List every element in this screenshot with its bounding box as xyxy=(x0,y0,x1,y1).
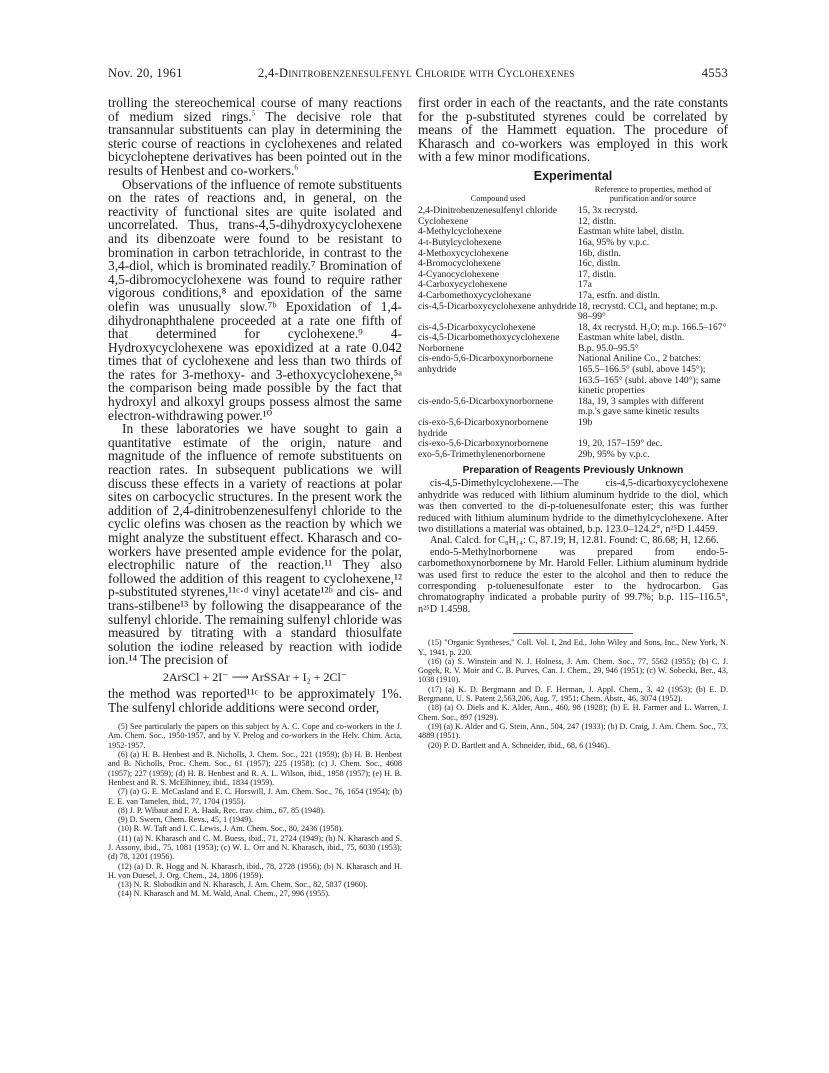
reference-cell: 19, 20, 157–159° dec. xyxy=(578,438,663,450)
reference-cell: Eastman white label, distln. xyxy=(578,332,685,344)
footnote-ref: 6 xyxy=(294,163,298,172)
compound-cell: cis-endo-5,6-Dicarboxynorbornene xyxy=(418,395,554,407)
footnote: (16) (a) S. Winstein and N. J. Holness, J. Am. Chem. Soc., 77, 5562 (1955); (b) C. J. Gogek, R. V. Moir and C. B. Purves, Can. J. Chem., 29, 946 (1951); (c) W. Sobecki, Ber., 43, 1038 (1910). xyxy=(418,656,728,685)
paragraph: Anal. Calcd. for C₈H₁₄: C, 87.19; H, 12.81. Found: C, 86.68; H, 12.66. xyxy=(430,535,719,547)
reference-cell: 17a, estfn. and distln. xyxy=(578,289,661,301)
compound-cell: cis-4,5-Dicarboxycyclohexene anhydride xyxy=(418,300,577,312)
reference-cell: Eastman white label, distln. xyxy=(578,226,685,238)
compounds-table xyxy=(418,186,728,460)
footnote: (14) N. Kharasch and M. M. Wald, Anal. Chem., 27, 996 (1955). xyxy=(118,889,331,899)
paragraph xyxy=(108,96,402,178)
compound-cell: 4-Carbomethoxycyclohexane xyxy=(418,289,531,301)
table-row xyxy=(418,333,728,344)
reference-cell: 18a, 19, 3 samples with different m.p.'s gave same kinetic results xyxy=(578,395,704,418)
table-row xyxy=(418,291,728,302)
compound-cell: cis-4,5-Dicarboxycyclohexene xyxy=(418,321,536,333)
paragraph: first order in each of the reactants, and the rate constants for the p-substituted styrenes could be correlated by means of the Hammett equation. The procedure of Kharasch and co-workers was employed in this work with a few minor modifications. xyxy=(418,95,728,165)
paragraph: endo-5-Methylnorbornene was prepared from endo-5-carbomethoxynorbornene by Mr. Harold Feller. Lithium aluminum hydride was used first to reduce the ester to the alcohol and then to reduce the corresponding p-toluenesulfonate ester to the hydrocarbon. Gas chromatography indicated a probable purity of 99.7%; b.p. 115–116.5°, n²⁵D 1.4598. xyxy=(418,546,728,615)
paragraph: the method was reported¹¹ᶜ to be approximately 1%. The sulfenyl chloride additions were second order, xyxy=(108,685,402,715)
running-title: 2,4-Dinitrobenzenesulfenyl Chloride with Cyclohexenes xyxy=(258,66,575,80)
footnote: (18) (a) O. Diels and K. Alder, Ann., 460, 98 (1928); (b) E. H. Farmer and L. Warren, J. Chem. Soc., 897 (1929). xyxy=(418,703,728,722)
reference-cell: 16a, 95% by v.p.c. xyxy=(578,236,650,248)
compound-cell: Norbornene xyxy=(418,342,464,354)
footnote-rule xyxy=(513,633,633,634)
page-number: 4553 xyxy=(701,66,728,80)
footnote: (12) (a) D. R. Hogg and N. Kharasch, ibid., 78, 2728 (1956); (b) N. Kharasch and H. H. von Duesel, J. Org. Chem., 24, 1806 (1959). xyxy=(108,861,402,880)
text-span: trolling the stereochemical course of many reactions of medium sized rings. xyxy=(108,95,402,124)
reference-cell: 19b xyxy=(578,417,593,429)
compound-cell: 4-Methoxycyclohexene xyxy=(418,247,509,259)
running-header xyxy=(108,66,728,84)
text-span: The decisive role that transannular substituents can play in determining the steric course of reactions in cyclohexenes and related bicycloheptene derivatives has been pointed out in the results of Henbest and co-workers. xyxy=(108,108,402,178)
table-header-row xyxy=(418,186,728,206)
footnote: (7) (a) G. E. McCasland and E. C. Horswill, J. Am. Chem. Soc., 76, 1654 (1954); (b) E. E. van Tamelen, ibid., 77, 1704 (1955). xyxy=(108,787,402,806)
table-row xyxy=(418,302,728,323)
footnote: (17) (a) K. D. Bergmann and D. F. Herman, J. Appl. Chem., 3, 42 (1953); (b) E. D. Bergmann, U. S. Patent 2,563,206, Aug. 7, 1951; Chem. Abstr., 46, 3074 (1952). xyxy=(418,684,728,704)
footnote: (10) R. W. Taft and I. C. Lewis, J. Am. Chem. Soc., 80, 2436 (1958). xyxy=(118,824,344,834)
footnotes-left xyxy=(108,722,402,899)
compound-cell: 4-Carboxycyclohexene xyxy=(418,279,507,291)
compound-cell: 4-Bromocyclohexene xyxy=(418,258,501,270)
footnote: (13) N. R. Slobodkin and N. Kharasch, J. Am. Chem. Soc., 82, 5837 (1960). xyxy=(118,880,368,890)
compound-cell: Cyclohexene xyxy=(418,215,469,227)
table-row xyxy=(418,418,728,439)
reference-cell: 17, distln. xyxy=(578,268,617,280)
compound-cell: cis-4,5-Dicarbomethoxycyclohexene xyxy=(418,332,560,344)
compound-cell: cis-exo-5,6-Dicarboxynorbornene hydride xyxy=(418,417,549,439)
reference-cell: 16c, distln. xyxy=(578,258,621,270)
table-row xyxy=(418,450,728,461)
subsection-title: Preparation of Reagents Previously Unknown xyxy=(462,465,684,477)
paragraph: cis-4,5-Dimethylcyclohexene.—The cis-4,5-dicarboxycyclohexene anhydride was reduced with lithium aluminum hydride to the diol, which was then converted to the di-p-toluenesulfonate ester; this was further reduced with lithium aluminum hydride to the dimethylcyclohexene. After two distillations a material was obtained, b.p. 123.0–124.2°, n²⁵D 1.4459. xyxy=(418,478,728,536)
footnote: (6) (a) H. B. Henbest and B. Nicholls, J. Chem. Soc., 221 (1959); (b) H. B. Henbest and B. Nicholls, Proc. Chem. Soc., 61 (1957); 225 (1958); (c) J. Chem. Soc., 4608 (1957); 227 (1959); (d) H. B. Henbest and R. A. L. Wilson, ibid., 1958 (1957); (e) H. B. Henbest and R. S. McElhinney, ibid., 1834 (1959). xyxy=(108,750,402,787)
reference-cell: 12, distln. xyxy=(578,215,617,227)
footnote: (20) P. D. Bartlett and A. Schneider, ibid., 68, 6 (1946). xyxy=(428,740,610,750)
reference-cell: 15, 3x recrystd. xyxy=(578,205,638,217)
footnote: (8) J. P. Wibaut and F. A. Haak, Rec. trav. chim., 67, 85 (1948). xyxy=(118,805,326,815)
compound-cell: 4-t-Butylcyclohexene xyxy=(418,236,502,248)
footnote: (15) "Organic Syntheses," Coll. Vol. I, 2nd Ed., John Wiley and Sons, Inc., New York, N. Y., 1941, p. 220. xyxy=(418,638,728,657)
reference-cell: 18, 4x recrystd. H₂O; m.p. 166.5–167° xyxy=(578,321,727,333)
footnote: (9) D. Swern, Chem. Revs., 45, 1 (1949). xyxy=(118,815,254,825)
footnote: (19) (a) K. Alder and G. Stein, Ann., 504, 247 (1933); (b) D. Craig, J. Am. Chem. Soc., 73, 4889 (1951). xyxy=(418,721,728,741)
footnote: (11) (a) N. Kharasch and C. M. Buess, ibid., 71, 2724 (1949); (b) N. Kharasch and S. J. Assony, ibid., 75, 1081 (1953); (c) W. L. Orr and N. Kharasch, ibid., 75, 6030 (1953); (d) 78, 1201 (1956). xyxy=(108,833,402,862)
compound-cell: exo-5,6-Trimethylenenorbornene xyxy=(418,448,546,460)
compound-cell: 4-Methylcyclohexene xyxy=(418,226,502,238)
right-column xyxy=(418,96,728,750)
table-row xyxy=(418,238,728,249)
reference-cell: 29b, 95% by v.p.c. xyxy=(578,448,650,460)
compound-cell: 4-Cyanocyclohexene xyxy=(418,268,499,280)
reference-cell: 18, recrystd. CCl₄ and heptane; m.p. 98–99° xyxy=(578,300,718,323)
issue-date: Nov. 20, 1961 xyxy=(108,66,183,80)
left-column xyxy=(108,96,402,899)
paragraph: Observations of the influence of remote substituents on the rates of reactions and, in general, on the reactivity of functional sites are quite isolated and uncorrelated. Thus, trans-4,5-dihydroxycyclohexene and its dibenzoate were found to be resistant to bromination in carbon tetrachloride, in contrast to the 3,4-diol, which is brominated readily.⁷ Bromination of 4,5-dibromocyclohexene was found to require rather vigorous conditions,⁸ and epoxidation of the same olefin was unusually slow.⁷ᵇ Epoxidation of 1,4-dihydronaphthalene proceeded at a rate one fifth of that determined for cyclohexene.⁹ 4-Hydroxycyclohexene was epoxidized at a rate 0.042 times that of cyclohexene and less than two thirds of the rates for 3-methoxy- and 3-ethoxycyclohexene,⁵ᵃ the comparison being made possible by the fact that hydroxyl and alkoxyl groups possess almost the same electron-withdrawing power.¹⁰ xyxy=(108,176,402,423)
compound-cell: cis-endo-5,6-Dicarboxynorbornene anhydride xyxy=(418,353,554,376)
column-header: Compound used xyxy=(470,193,526,203)
equation: 2ArSCl + 2I⁻ ⟶ ArSSAr + I₂ + 2Cl⁻ xyxy=(162,669,348,684)
reference-cell: National Aniline Co., 2 batches: 165.5–166.5° (subl. above 145°); 163.5–165° (subl. above 140°); same kinetic properties xyxy=(578,353,721,397)
reference-cell: B.p. 95.0–95.5° xyxy=(578,342,639,354)
reference-cell: 17a xyxy=(578,279,592,291)
paragraph: In these laboratories we have sought to gain a quantitative estimate of the origin, nature and magnitude of the influence of remote substituents on reaction rates. In subsequent publications we will discuss these effects in a variety of reactions at polar sites on carbocyclic structures. In the present work the addition of 2,4-dinitrobenzenesulfenyl chloride to the cyclic olefins was chosen as the reaction by which we might analyze the substituent effect. Kharasch and co-workers have presented ample evidence for the polar, electrophilic nature of the reaction.¹¹ They also followed the addition of this reagent to cyclohexene,¹² p-substituted styrenes,¹¹ᶜ·ᵈ vinyl acetate¹²ᵇ and cis- and trans-stilbene¹³ by following the disappearance of the sulfenyl chloride. The remaining sulfenyl chloride was measured by titrating with a standard thiosulfate solution the iodine released by reaction with iodide ion.¹⁴ The precision of xyxy=(108,421,402,668)
table-row xyxy=(418,397,728,418)
footnotes-right xyxy=(418,633,728,750)
section-title: Experimental xyxy=(533,168,613,183)
reference-cell: 16b, distln. xyxy=(578,247,621,259)
footnote-ref: 5 xyxy=(251,109,256,118)
compound-cell: 2,4-Dinitrobenzenesulfenyl chloride xyxy=(418,205,558,217)
table-row xyxy=(418,354,728,396)
compound-cell: cis-exo-5,6-Dicarboxynorbornene xyxy=(418,438,549,450)
table-body xyxy=(418,206,728,460)
footnote: (5) See particularly the papers on this subject by A. C. Cope and co-workers in the J. Am. Chem. Soc., 1950-1957, and by V. Prelog and co-workers in the Helv. Chim. Acta, 1952-1957. xyxy=(108,722,402,750)
column-header: Reference to properties, method of purification and/or source xyxy=(594,184,712,203)
